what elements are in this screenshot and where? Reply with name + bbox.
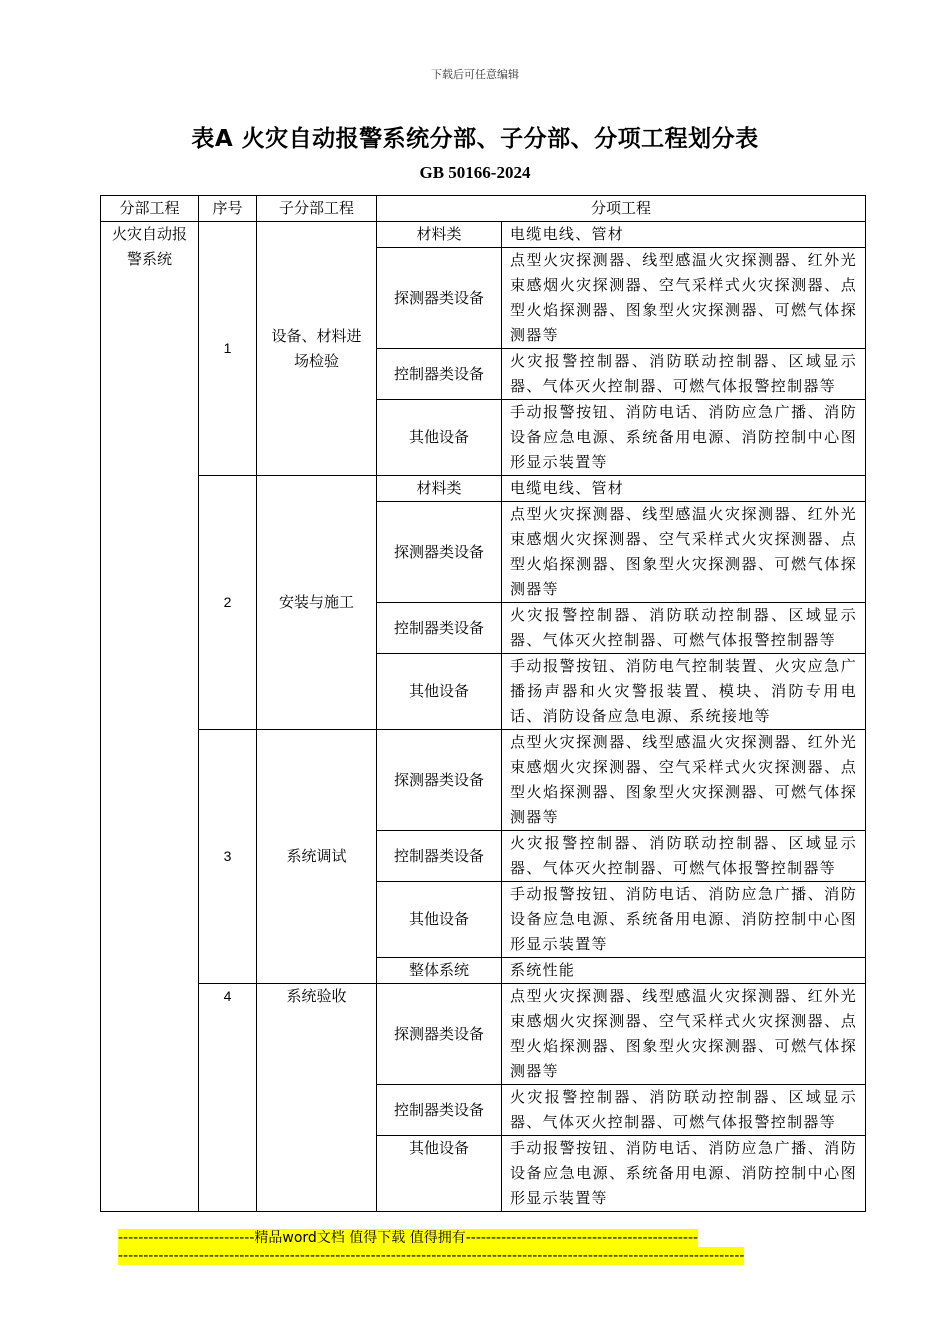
item-list: 火灾报警控制器、消防联动控制器、区域显示器、气体灭火控制器、可燃气体报警控制器等 <box>502 1085 866 1136</box>
subdivision-name: 设备、材料进场检验 <box>257 222 377 476</box>
item-list: 手动报警按钮、消防电话、消防应急广播、消防设备应急电源、系统备用电源、消防控制中心图形显示装置等 <box>502 1136 866 1212</box>
item-category: 其他设备 <box>377 1136 502 1212</box>
subdivision-name: 安装与施工 <box>257 476 377 730</box>
item-list: 火灾报警控制器、消防联动控制器、区域显示器、气体灭火控制器、可燃气体报警控制器等 <box>502 831 866 882</box>
table-row <box>101 222 866 248</box>
item-list: 点型火灾探测器、线型感温火灾探测器、红外光束感烟火灾探测器、空气采样式火灾探测器、点型火焰探测器、图象型火灾探测器、可燃气体探测器等 <box>502 502 866 603</box>
page-title: 表A 火灾自动报警系统分部、子分部、分项工程划分表 <box>191 126 759 152</box>
item-category: 控制器类设备 <box>377 831 502 882</box>
header-division: 分部工程 <box>101 196 199 222</box>
item-category: 材料类 <box>377 476 502 502</box>
division-table <box>100 195 866 1212</box>
item-category: 其他设备 <box>377 882 502 958</box>
seq-number: 3 <box>199 730 257 984</box>
item-list: 手动报警按钮、消防电话、消防应急广播、消防设备应急电源、系统备用电源、消防控制中心图形显示装置等 <box>502 882 866 958</box>
header-note: 下载后可任意编辑 <box>431 68 519 81</box>
table-row <box>101 476 866 502</box>
item-list: 火灾报警控制器、消防联动控制器、区域显示器、气体灭火控制器、可燃气体报警控制器等 <box>502 349 866 400</box>
table-row <box>101 984 866 1085</box>
item-list: 点型火灾探测器、线型感温火灾探测器、红外光束感烟火灾探测器、空气采样式火灾探测器、点型火焰探测器、图象型火灾探测器、可燃气体探测器等 <box>502 730 866 831</box>
item-list: 火灾报警控制器、消防联动控制器、区域显示器、气体灭火控制器、可燃气体报警控制器等 <box>502 603 866 654</box>
header-items: 分项工程 <box>377 196 866 222</box>
footer-banner-line-1: ---------------------------精品word文档 值得下载 值得拥有---------------------------------------------- <box>118 1230 699 1246</box>
header-seq: 序号 <box>199 196 257 222</box>
item-category: 探测器类设备 <box>377 248 502 349</box>
item-category: 控制器类设备 <box>377 349 502 400</box>
item-list: 手动报警按钮、消防电气控制装置、火灾应急广播扬声器和火灾警报装置、模块、消防专用电话、消防设备应急电源、系统接地等 <box>502 654 866 730</box>
seq-number: 1 <box>199 222 257 476</box>
table-row <box>101 730 866 831</box>
item-list: 电缆电线、管材 <box>502 476 866 502</box>
item-category: 整体系统 <box>377 958 502 984</box>
subdivision-name: 系统调试 <box>257 730 377 984</box>
item-list: 系统性能 <box>502 958 866 984</box>
item-list: 点型火灾探测器、线型感温火灾探测器、红外光束感烟火灾探测器、空气采样式火灾探测器、点型火焰探测器、图象型火灾探测器、可燃气体探测器等 <box>502 984 866 1085</box>
item-category: 其他设备 <box>377 400 502 476</box>
item-category: 探测器类设备 <box>377 502 502 603</box>
seq-number: 4 <box>199 984 257 1212</box>
item-list: 点型火灾探测器、线型感温火灾探测器、红外光束感烟火灾探测器、空气采样式火灾探测器、点型火焰探测器、图象型火灾探测器、可燃气体探测器等 <box>502 248 866 349</box>
item-list: 电缆电线、管材 <box>502 222 866 248</box>
item-category: 探测器类设备 <box>377 984 502 1085</box>
item-category: 材料类 <box>377 222 502 248</box>
item-category: 探测器类设备 <box>377 730 502 831</box>
item-category: 其他设备 <box>377 654 502 730</box>
table-header-row <box>101 196 866 222</box>
header-subdivision: 子分部工程 <box>257 196 377 222</box>
item-list: 手动报警按钮、消防电话、消防应急广播、消防设备应急电源、系统备用电源、消防控制中心图形显示装置等 <box>502 400 866 476</box>
item-category: 控制器类设备 <box>377 1085 502 1136</box>
division-name: 火灾自动报警系统 <box>101 222 199 1212</box>
standard-code: GB 50166-2024 <box>419 163 531 182</box>
seq-number: 2 <box>199 476 257 730</box>
footer-banner-line-2: ---------------------------------------------------------------------------------------------------------------------------- <box>118 1248 745 1264</box>
subdivision-name: 系统验收 <box>257 984 377 1212</box>
item-category: 控制器类设备 <box>377 603 502 654</box>
